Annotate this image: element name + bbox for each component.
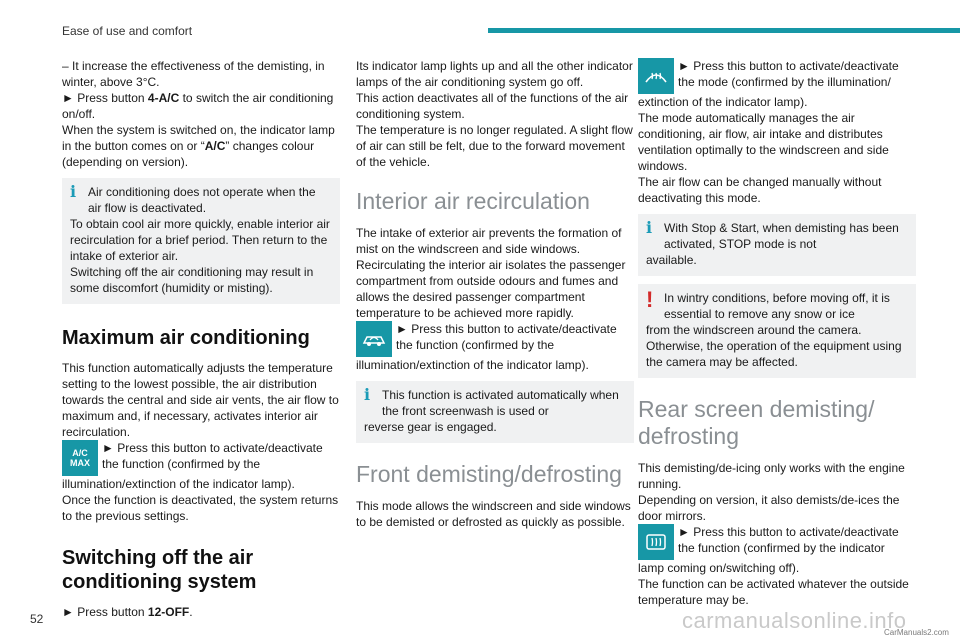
- watermark-small: CarManuals2.com: [884, 628, 949, 637]
- rear-demist-button-icon: [638, 524, 674, 560]
- button-instruction: ► Press this button to activate/deactivate the function (confirmed by the indicator: [638, 524, 916, 560]
- info-box: i Air conditioning does not operate when the air flow is deactivated. To obtain cool air more quickly, enable interior air recirculation for a brief period. Then return to the intake of exterior air. Switching off the air conditioning may result in some discomfort (humidity or misting).: [62, 178, 340, 304]
- button-instruction: ► Press this button to activate/deactivate the mode (confirmed by the illumination/: [638, 58, 916, 94]
- button-instruction: ► Press this button to activate/deactivate the function (confirmed by the: [356, 321, 634, 357]
- info-icon: i: [364, 385, 371, 404]
- info-box: i With Stop & Start, when demisting has been activated, STOP mode is not available.: [638, 214, 916, 276]
- paragraph: This function automatically adjusts the temperature setting to the lowest possible, the air distribution towards the central and side air vents, the air flow to maximum and, if necessary, activates interior air recirculation.: [62, 361, 339, 439]
- paragraph: The air flow can be changed manually without deactivating this mode.: [638, 175, 882, 205]
- section-heading: Rear screen demisting/ defrosting: [638, 396, 875, 449]
- section-heading: Maximum air conditioning: [62, 327, 310, 349]
- paragraph: ► Press button 12-OFF.: [62, 605, 193, 619]
- button-instruction: A/C MAX ► Press this button to activate/deactivate the function (confirmed by the: [62, 440, 340, 476]
- warning-icon: !: [646, 287, 654, 312]
- front-demist-button-icon: [638, 58, 674, 94]
- column-3: ► Press this button to activate/deactivate the mode (confirmed by the illumination/ extinction of the indicator lamp). The mode automatically manages the air conditioning, air flow, air intake and distributes ventilation optimally to the windscreen and side windows. The air flow can be changed manually without deactivating this mode. i With Stop & Start, when demisting has been activated, STOP mode is not available. ! In wintry conditions, before moving off, it is essential to remove any snow or ice from the windscreen around the camera. Otherwise, the operation of the equipment using the camera may be affected. Rear screen demisting/ defrosting This demisting/de-icing only works with the engine running. Depending on version, it also demists/de-ices the door mirrors. ► Press this button to activate/deactivate the function (confirmed by the indicator lamp coming on/switching off). The function can be activated whatever the outside temperature may be.: [638, 58, 916, 608]
- paragraph: ► Press button 4-A/C to switch the air conditioning on/off.: [62, 91, 334, 121]
- section-heading: Front demisting/defrosting: [356, 461, 622, 487]
- paragraph: – It increase the effectiveness of the demisting, in winter, above 3°C.: [62, 59, 325, 89]
- recirculation-button-icon: [356, 321, 392, 357]
- page-number: 52: [30, 612, 44, 626]
- paragraph: This action deactivates all of the functions of the air conditioning system.: [356, 91, 629, 121]
- watermark: carmanualsonline.info: [682, 608, 907, 633]
- paragraph: This mode allows the windscreen and side windows to be demisted or defrosted as quickly as possible.: [356, 499, 631, 529]
- info-box: i This function is activated automatically when the front screenwash is used or reverse gear is engaged.: [356, 381, 634, 443]
- column-2: Its indicator lamp lights up and all the other indicator lamps of the air conditioning system go off. This action deactivates all of the functions of the air conditioning system. The temperature is no longer regulated. A slight flow of air can still be felt, due to the forward movement of the vehicle. Interior air recirculation The intake of exterior air prevents the formation of mist on the windscreen and side windows. Recirculating the interior air isolates the passenger compartment from outside odours and fumes and allows the desired passenger compartment temperature to be achieved more rapidly. ► Press this button to activate/deactivate the function (confirmed by the illumination/extinction of the indicator lamp). i This function is activated automatically when the front screenwash is used or reverse gear is engaged. Front demisting/defrosting This mode allows the windscreen and side windows to be demisted or defrosted as quickly as possible.: [356, 59, 633, 529]
- paragraph: This demisting/de-icing only works with the engine running.: [638, 461, 905, 491]
- warning-box: ! In wintry conditions, before moving off, it is essential to remove any snow or ice from the windscreen around the camera. Otherwise, the operation of the equipment using the camera may be affected.: [638, 284, 916, 378]
- paragraph: The function can be activated whatever the outside temperature may be.: [638, 577, 909, 607]
- paragraph: The temperature is no longer regulated. A slight flow of air can still be felt, due to the forward movement of the vehicle.: [356, 123, 633, 169]
- section-heading: Interior air recirculation: [356, 188, 590, 214]
- paragraph: The intake of exterior air prevents the formation of mist on the windscreen and side windows. Recirculating the interior air isolates the passenger compartment from outside odours and fumes and allows the desired passenger compartment temperature to be achieved more rapidly.: [356, 226, 626, 320]
- paragraph: The mode automatically manages the air conditioning, air flow, air intake and distributes ventilation optimally to the windscreen and side windows.: [638, 111, 889, 173]
- header-title: Ease of use and comfort: [62, 24, 193, 38]
- ac-max-button-icon: A/C MAX: [62, 440, 98, 476]
- info-icon: i: [646, 218, 653, 237]
- column-1: – It increase the effectiveness of the demisting, in winter, above 3°C. ► Press button 4-A/C to switch the air conditioning on/off. When the system is switched on, the indicator lamp in the button comes on or “A/C” changes colour (depending on version). i Air conditioning does not operate when the air flow is deactivated. To obtain cool air more quickly, enable interior air recirculation for a brief period. Then return to the intake of exterior air. Switching off the air conditioning may result in some discomfort (humidity or misting). Maximum air conditioning This function automatically adjusts the temperature setting to the lowest possible, the air distribution towards the central and side air vents, the air flow to maximum and, if necessary, activates interior air recirculation. A/C MAX ► Press this button to activate/deactivate the function (confirmed by the illumination/extinction of the indicator lamp). Once the function is deactivated, the system returns to the previous settings. Switching off the air conditioning system ► Press button 12-OFF.: [62, 59, 339, 619]
- section-heading: Switching off the air conditioning system: [62, 547, 257, 593]
- paragraph: When the system is switched on, the indicator lamp in the button comes on or “A/C” changes colour (depending on version).: [62, 123, 335, 169]
- paragraph: Depending on version, it also demists/de-ices the door mirrors.: [638, 493, 900, 523]
- info-icon: i: [70, 182, 77, 201]
- header-accent-bar: [488, 28, 960, 33]
- paragraph: Its indicator lamp lights up and all the other indicator lamps of the air conditioning system go off.: [356, 59, 633, 89]
- paragraph: Once the function is deactivated, the system returns to the previous settings.: [62, 493, 339, 523]
